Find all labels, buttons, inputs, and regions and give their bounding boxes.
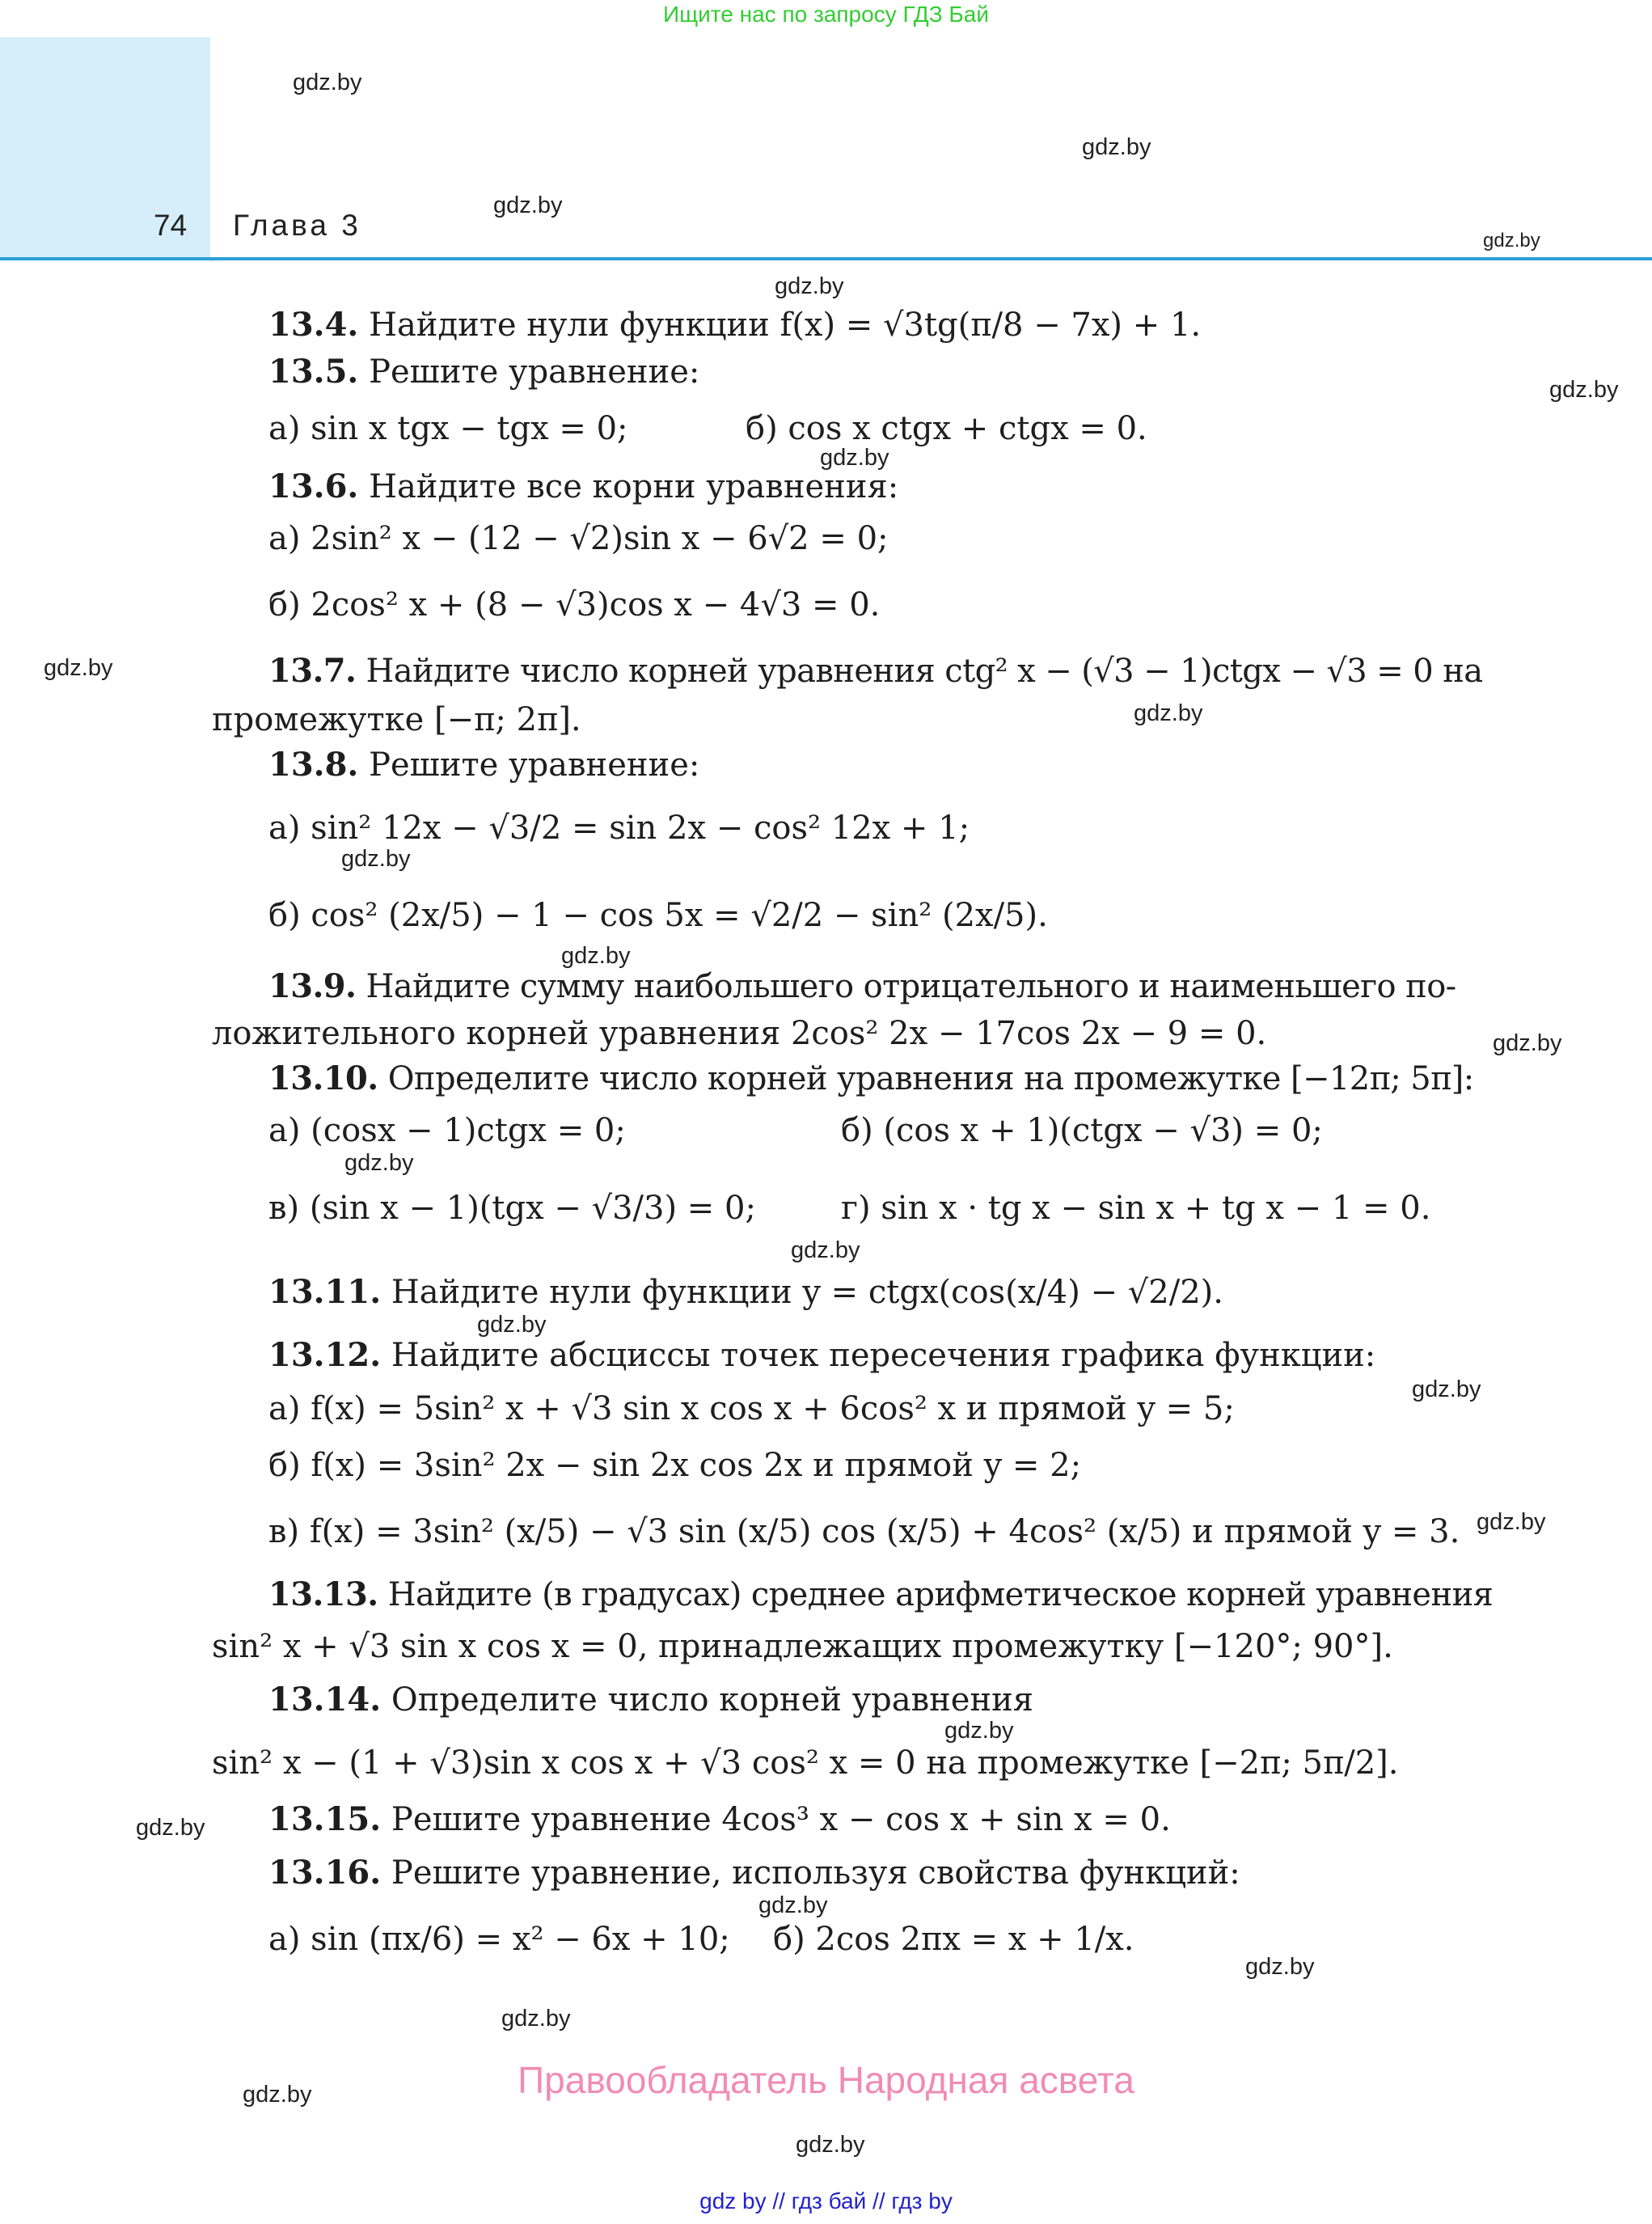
watermark: gdz.by <box>1412 1376 1481 1402</box>
watermark: gdz.by <box>1082 134 1151 160</box>
watermark: gdz.by <box>293 70 362 95</box>
watermark: gdz.by <box>944 1718 1014 1744</box>
problem-13-12-b: б) f(x) = 3sin² 2x − sin 2x cos 2x и прямой y = 2; <box>268 1447 1082 1484</box>
watermark: gdz.by <box>796 2132 865 2158</box>
problem-13-10: 13.10. Определите число корней уравнения на промежутке [−12π; 5π]: <box>268 1059 1474 1097</box>
problem-13-7: 13.7. Найдите число корней уравнения ctg² x − (√3 − 1)ctgx − √3 = 0 на <box>268 652 1483 690</box>
watermark: gdz.by <box>341 846 411 872</box>
problem-13-6-b: б) 2cos² x + (8 − √3)cos x − 4√3 = 0. <box>268 586 881 624</box>
watermark: gdz.by <box>501 2006 571 2032</box>
watermark: gdz.by <box>344 1150 414 1176</box>
watermark: gdz.by <box>243 2082 312 2108</box>
watermark: gdz.by <box>561 943 631 969</box>
problem-13-13-cont: sin² x + √3 sin x cos x = 0, принадлежащих промежутку [−120°; 90°]. <box>212 1628 1393 1665</box>
problem-13-16-a: а) sin (πx/6) = x² − 6x + 10; <box>268 1921 730 1958</box>
watermark: gdz.by <box>493 192 563 218</box>
problem-13-12: 13.12. Найдите абсциссы точек пересечения графика функции: <box>268 1336 1376 1374</box>
problem-13-14-cont: sin² x − (1 + √3)sin x cos x + √3 cos² x = 0 на промежутке [−2π; 5π/2]. <box>212 1744 1399 1782</box>
problem-13-16-b: б) 2cos 2πx = x + 1/x. <box>773 1921 1134 1958</box>
problem-13-10-a: а) (cosx − 1)ctgx = 0; <box>268 1112 626 1149</box>
problem-13-10-b: б) (cos x + 1)(ctgx − √3) = 0; <box>841 1112 1323 1149</box>
footer-links[interactable]: gdz by // гдз бай // гдз by <box>699 2188 953 2213</box>
watermark: gdz.by <box>1493 1030 1562 1056</box>
header-rule <box>0 257 1652 260</box>
copyright-notice: Правообладатель Народная асвета <box>518 2059 1134 2101</box>
page-number: 74 <box>154 209 188 242</box>
problem-13-4: 13.4. Найдите нули функции f(x) = √3tg(π/8 − 7x) + 1. <box>268 306 1202 344</box>
problem-13-12-a: а) f(x) = 5sin² x + √3 sin x cos x + 6cos² x и прямой y = 5; <box>268 1390 1235 1427</box>
problem-13-12-c: в) f(x) = 3sin² (x/5) − √3 sin (x/5) cos (x/5) + 4cos² (x/5) и прямой y = 3. <box>268 1513 1460 1550</box>
watermark: gdz.by <box>477 1312 547 1338</box>
problem-13-8: 13.8. Решите уравнение: <box>268 746 700 784</box>
problem-13-7-cont: промежутке [−π; 2π]. <box>212 701 581 738</box>
problem-13-14: 13.14. Определите число корней уравнения <box>268 1681 1034 1719</box>
watermark: gdz.by <box>820 445 889 471</box>
problem-13-9-cont: ложительного корней уравнения 2cos² 2x − 17cos 2x − 9 = 0. <box>212 1015 1267 1052</box>
problem-13-6-a: а) 2sin² x − (12 − √2)sin x − 6√2 = 0; <box>268 520 889 557</box>
watermark: gdz.by <box>136 1815 205 1841</box>
problem-13-11: 13.11. Найдите нули функции y = ctgx(cos(x/4) − √2/2). <box>268 1273 1223 1311</box>
problem-13-10-d: г) sin x · tg x − sin x + tg x − 1 = 0. <box>841 1190 1431 1227</box>
watermark: gdz.by <box>758 1892 828 1918</box>
problem-13-16: 13.16. Решите уравнение, используя свойства функций: <box>268 1854 1240 1892</box>
watermark: gdz.by <box>1134 700 1203 726</box>
watermark: gdz.by <box>1483 230 1540 252</box>
problem-13-5-b: б) cos x ctgx + ctgx = 0. <box>746 410 1147 447</box>
problem-13-8-a: а) sin² 12x − √3/2 = sin 2x − cos² 12x + 1; <box>268 810 970 847</box>
watermark: gdz.by <box>775 273 844 299</box>
problem-13-10-c: в) (sin x − 1)(tgx − √3/3) = 0; <box>268 1190 756 1227</box>
search-banner: Ищите нас по запросу ГДЗ Бай <box>662 2 990 27</box>
problem-13-13: 13.13. Найдите (в градусах) среднее арифметическое корней уравнения <box>268 1575 1494 1613</box>
watermark: gdz.by <box>791 1237 860 1263</box>
problem-13-15: 13.15. Решите уравнение 4cos³ x − cos x + sin x = 0. <box>268 1800 1171 1838</box>
problem-13-5: 13.5. Решите уравнение: <box>268 353 700 391</box>
chapter-title: Глава 3 <box>233 209 361 242</box>
problem-13-8-b: б) cos² (2x/5) − 1 − cos 5x = √2/2 − sin² (2x/5). <box>268 897 1048 934</box>
problem-13-5-a: а) sin x tgx − tgx = 0; <box>268 410 628 447</box>
watermark: gdz.by <box>1477 1509 1546 1535</box>
problem-13-6: 13.6. Найдите все корни уравнения: <box>268 467 899 505</box>
watermark: gdz.by <box>44 655 113 681</box>
watermark: gdz.by <box>1549 377 1619 403</box>
problem-13-9: 13.9. Найдите сумму наибольшего отрицательного и наименьшего по- <box>268 967 1456 1005</box>
watermark: gdz.by <box>1245 1954 1315 1980</box>
